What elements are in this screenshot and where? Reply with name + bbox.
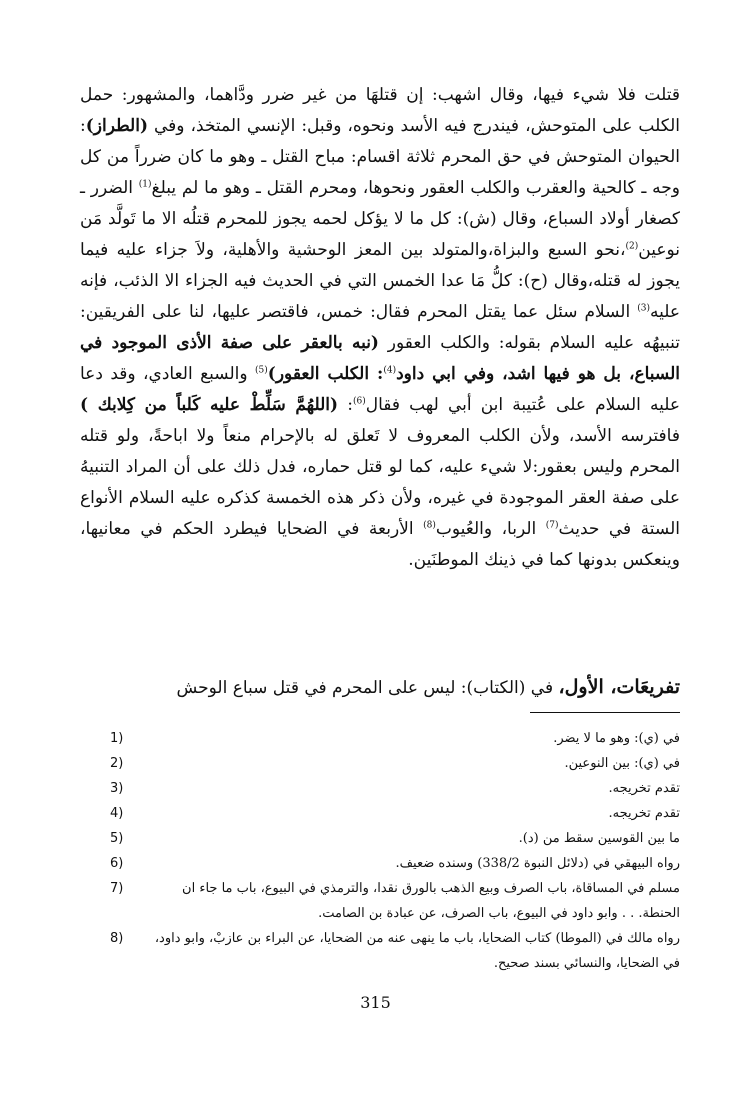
- text-run: : الحيوان المتوحش في حق المحرم ثلاثة اقسام: مباح القتل ـ وهو ما كان ضرراً من كل وجه ـ كالحية والعقرب والكلب العقور ونحوها، ومحرم القتل ـ وهو ما لم يبلغ: [80, 116, 680, 198]
- footnote-item: [110, 851, 680, 876]
- text-run: قتلت فلا شيء فيها، وقال اشهب: إن قتلهَا من غير ضرر ودَّاهما، والمشهور: حمل الكلب على المتوحش، فيندرج فيه الأسد ونحوه، وقبل: الإنسي المتخذ، وفي: [80, 85, 680, 136]
- heading-bold: تفريعَات، الأول،: [558, 676, 680, 698]
- footnote-text: مسلم في المساقاة، باب الصرف وبيع الذهب بالورق نقدا، والترمذي في البيوع، باب ما جاء ان الحنطة. . . وابو داود في البيوع، باب الصرف، عن عبادة بن الصامت.: [182, 881, 680, 921]
- main-text: [80, 80, 680, 576]
- footnote-text: تقدم تخريجه.: [608, 806, 680, 821]
- footnote-text: رواه البيهقي في (دلائل النبوة 338/2) وسنده ضعيف.: [395, 856, 680, 871]
- footnote-ref-6: (6): [352, 396, 366, 407]
- footnote-item: [110, 776, 680, 801]
- text-run: :: [338, 395, 353, 415]
- footnote-ref-7: (7): [545, 520, 559, 531]
- section-heading: [80, 672, 680, 703]
- text-run: ،نحو السبع والبزاة،والمتولد بين المعز الوحشية والأهلية، ولاَ جزاء عليه فيما يجوز له قتله،وقال (ح): كلُّ مَا عدا الخمس التي في الحديث فيه الجزاء الا الذئب، فإنه عليه: [80, 240, 680, 322]
- footnote-number: 7): [110, 881, 124, 896]
- footnote-text: في (ي): وهو ما لا يضر.: [553, 731, 680, 746]
- footnote-item: [110, 926, 680, 976]
- footnotes: [110, 726, 680, 976]
- footnote-item: [110, 751, 680, 776]
- footnote-ref-5: (5): [255, 365, 268, 376]
- footnote-ref-1: (1): [138, 179, 152, 190]
- footnote-number: 8): [110, 931, 124, 946]
- tiraz-reference: (الطراز): [85, 116, 148, 136]
- footnote-ref-4: (4): [383, 365, 397, 376]
- bold-quote-2: : الكلب العقور): [267, 364, 384, 384]
- footnote-text: رواه مالك في (الموطا) كتاب الضحايا، باب ما ينهى عنه من الضحايا، عن البراء بن عازبْ، وابو داود، في الضحايا، والنسائي بسند صحيح.: [154, 931, 680, 971]
- footnote-number: 4): [110, 806, 124, 821]
- footnote-item: [110, 826, 680, 851]
- footnote-text: تقدم تخريجه.: [608, 781, 680, 796]
- text-run: الضرر ـ كصغار أولاد السباع، وقال (ش): كل ما لا يؤكل لحمه يجوز للمحرم قتلُه الا ما تَولَّد مَن نوعين: [80, 178, 680, 260]
- footnote-text: ما بين القوسين سقط من (د).: [518, 831, 680, 846]
- footnote-divider: [530, 712, 680, 713]
- footnote-item: [110, 876, 680, 926]
- footnote-ref-8: (8): [423, 520, 436, 531]
- footnote-ref-2: (2): [625, 241, 639, 252]
- footnote-number: 6): [110, 856, 124, 871]
- footnote-item: [110, 801, 680, 826]
- heading-rest: في (الكتاب): ليس على المحرم في قتل سباع الوحش: [176, 678, 559, 698]
- text-run: فافترسه الأسد، ولأن الكلب المعروف لا تَعلق له بالإحرام منعاً ولا اباحةً، ولو قتله المحرم وليس بعقور:لا شيء عليه، كما لو قتل حماره، فدل ذلك على أن المراد التنبيهُ على صفة العقر الموجودة في غيره، ولأن ذكر هذه الخمسة كذكره عليه السلام الأنواع الستة في حديث: [80, 426, 680, 539]
- paragraph-opening: [80, 80, 680, 576]
- footnote-ref-3: (3): [637, 303, 650, 314]
- text-run: الربا، والعُيوب: [435, 519, 546, 539]
- footnote-number: 1): [110, 731, 124, 746]
- text-run: الأربعة في الضحايا فيطرد الحكم في معانيها، وينعكس بدونها كما في ذينك الموطنَين.: [80, 519, 680, 570]
- footnote-number: 5): [110, 831, 124, 846]
- page-number: 315: [360, 993, 391, 1012]
- footnote-number: 3): [110, 781, 124, 796]
- footnote-number: 2): [110, 756, 124, 771]
- text-run: والسبع العادي، وقد دعا عليه السلام على عُتيبة ابن أبي لهب فقال: [80, 364, 680, 415]
- footnote-text: في (ي): بين النوعين.: [564, 756, 680, 771]
- bold-quote-1: (نبه بالعقر على صفة الأذى الموجود في السباع، بل هو فيها اشد، وفي ابي داود: [80, 333, 680, 384]
- bold-quote-3: (اللهُمَّ سَلِّطْ عليه كَلباً من كِلابك ): [80, 395, 339, 415]
- text-run: السلام سئل عما يقتل المحرم فقال: خمس، فاقتصر عليها، لنا على الفريقين: تنبيهُه عليه السلام بقوله: والكلب العقور: [80, 302, 680, 353]
- footnote-item: [110, 726, 680, 751]
